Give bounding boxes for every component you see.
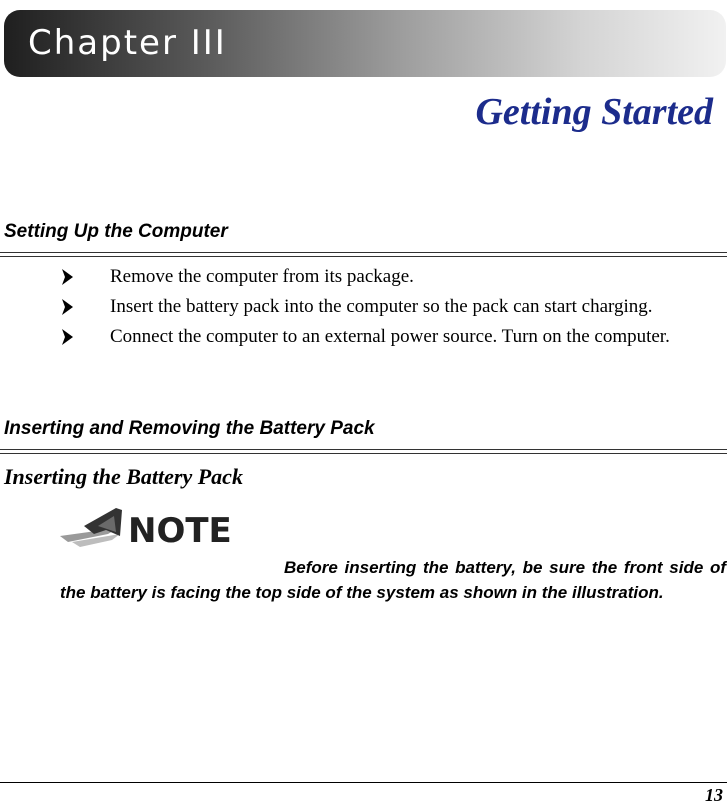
section-heading-battery: Inserting and Removing the Battery Pack <box>4 418 375 439</box>
list-item-text: Connect the computer to an external power source. Turn on the computer. <box>110 326 670 347</box>
page-number: 13 <box>705 785 723 805</box>
list-item <box>60 295 700 319</box>
chevron-right-icon <box>60 328 76 346</box>
note-text: Before inserting the battery, be sure the front side of the battery is facing the top side of the system as shown in the illustration. <box>60 558 726 602</box>
list-item-text: Remove the computer from its package. <box>110 266 414 287</box>
section-divider <box>0 252 727 257</box>
note-label: NOTE <box>128 511 232 550</box>
chevron-right-icon <box>60 298 76 316</box>
chapter-banner <box>4 10 726 77</box>
setup-steps-list <box>60 265 700 355</box>
list-item <box>60 265 700 289</box>
note-logo-icon <box>58 506 250 550</box>
footer-divider <box>0 782 727 783</box>
subheading-inserting-battery: Inserting the Battery Pack <box>4 464 243 489</box>
chapter-label: Chapter III <box>28 23 227 63</box>
section-heading-setup: Setting Up the Computer <box>4 221 228 242</box>
list-item-text: Insert the battery pack into the computer so the pack can start charging. <box>110 296 653 317</box>
list-item <box>60 325 700 349</box>
chevron-right-icon <box>60 268 76 286</box>
chapter-title: Getting Started <box>475 91 713 133</box>
section-divider <box>0 449 727 454</box>
